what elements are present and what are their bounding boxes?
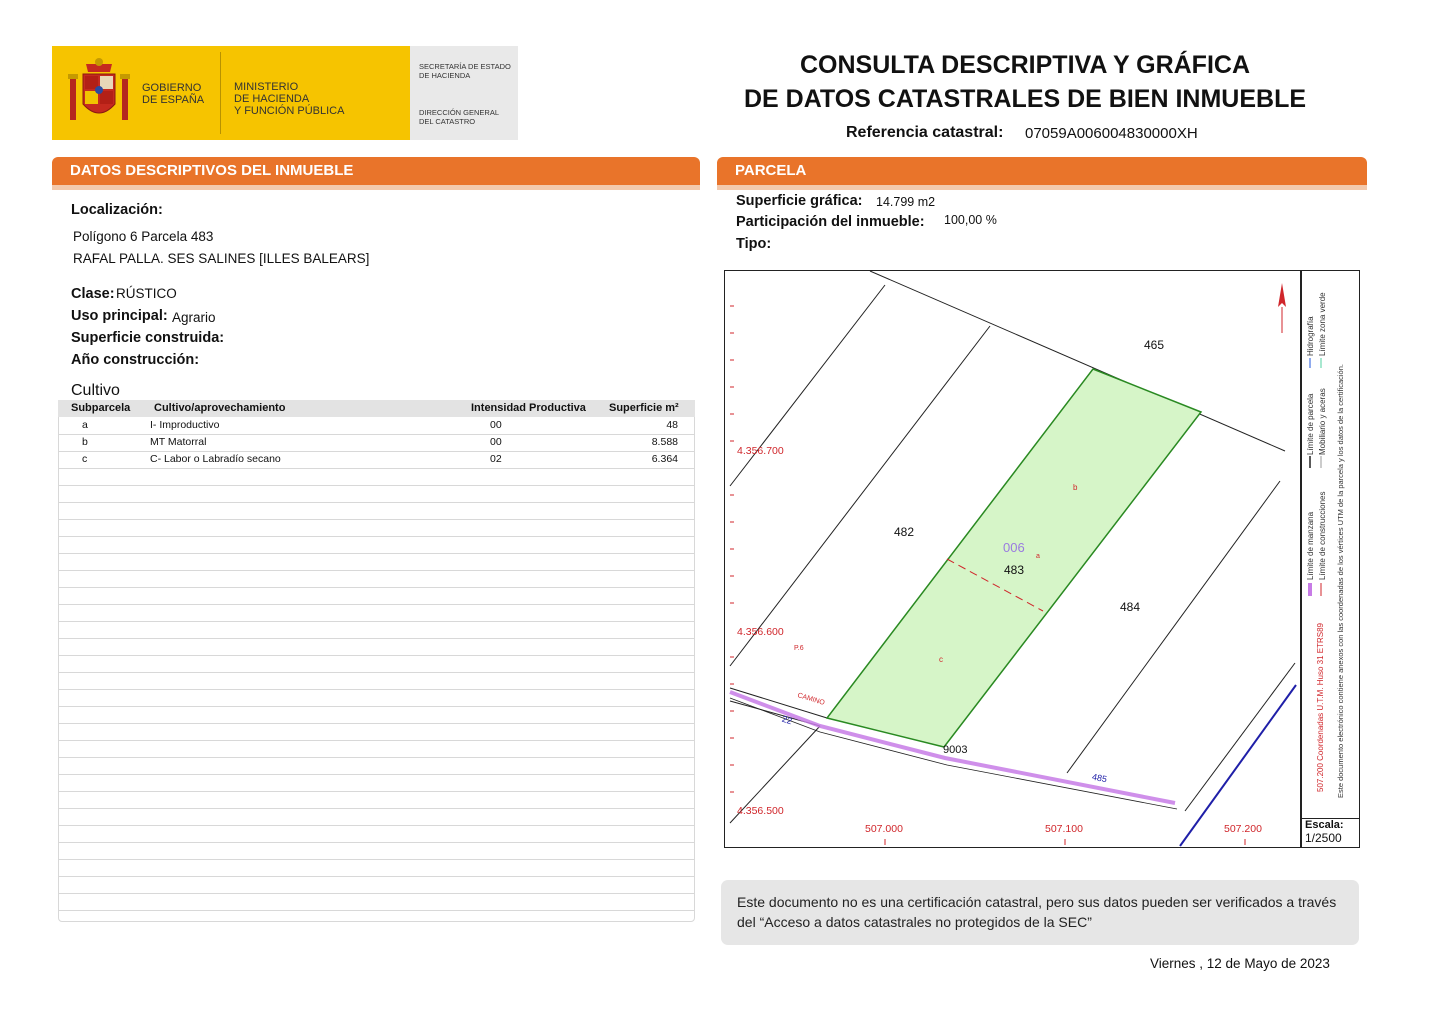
y-coord-1: 4.356.700 [737,445,784,457]
section-underline [717,185,1367,190]
legend-mobiliario: Mobiliario y aceras [1318,388,1327,455]
coat-of-arms-icon [66,56,132,128]
direccion-label: DIRECCIÓN GENERAL DEL CATASTRO [419,108,500,126]
cultivo-table-header [58,400,695,417]
section-datos-descriptivos: DATOS DESCRIPTIVOS DEL INMUEBLE [52,157,700,185]
col-intensidad: Intensidad Productiva [471,402,586,414]
x-coord-2: 507.100 [1045,823,1083,835]
cell-cultivo: I- Improductivo [150,419,220,431]
legend-limite-manzana: Límite de manzana [1306,511,1315,580]
table-row [58,451,695,468]
secretaria-label: SECRETARÍA DE ESTADO DE HACIENDA [419,62,511,80]
cell-subparcela: a [82,419,88,431]
cell-superficie: 8.588 [651,436,678,448]
col-superficie: Superficie m² [609,402,679,414]
table-row [58,417,695,434]
map-label-483: 483 [1004,563,1025,577]
map-legend-separator [1300,270,1302,848]
ref-catastral-label: Referencia catastral: [846,124,1004,141]
map-label-p6: P.6 [794,645,804,652]
scale-value: 1/2500 [1305,831,1342,845]
cultivo-table [58,400,695,922]
map-label-9003: 9003 [943,744,968,756]
cell-intensidad: 00 [490,419,502,431]
legend-zona-verde: Límite zona verde [1318,292,1327,356]
legend-disclaimer: Este documento electrónico contiene anexos con las coordenadas de los vértices UTM de la parcela y los datos de la certificación. [1336,364,1345,798]
cell-subparcela: b [82,436,88,448]
disclaimer-note: Este documento no es una certificación catastral, pero sus datos pueden ser verificados a través del “Acceso a datos catastrales no protegidos de la SEC” [721,880,1359,945]
cell-cultivo: MT Matorral [150,436,207,448]
logo-divider [220,52,221,134]
cultivo-title: Cultivo [71,382,120,399]
map-drawing [725,271,1300,847]
map-label-484: 484 [1120,600,1141,614]
map-label-22: 22 [780,713,794,727]
tipo-label: Tipo: [736,236,772,252]
participacion-label: Participación del inmueble: [736,214,925,230]
map-label-camino: CAMINO [796,692,826,707]
superficie-grafica-label: Superficie gráfica: [736,193,863,209]
x-coord-1: 507.000 [865,823,903,835]
map-label-482: 482 [894,525,915,539]
cell-intensidad: 00 [490,436,502,448]
ministerio-label: MINISTERIO DE HACIENDA Y FUNCIÓN PÚBLICA [234,81,345,117]
map-label-006: 006 [1003,540,1025,555]
gobierno-label: GOBIERNO DE ESPAÑA [142,82,205,106]
map-label-485: 485 [1091,771,1108,785]
page-title: CONSULTA DESCRIPTIVA Y GRÁFICA DE DATOS CATASTRALES DE BIEN INMUEBLE [743,51,1307,113]
superficie-grafica-value: 14.799 m2 [876,195,936,209]
ref-catastral-value: 07059A006004830000XH [1025,125,1198,142]
section-parcela: PARCELA [717,157,1367,185]
col-cultivo: Cultivo/aprovechamiento [154,402,286,414]
map-label-465: 465 [1144,338,1165,352]
clase-value: RÚSTICO [116,286,177,301]
x-coord-3: 507.200 [1224,823,1262,835]
cell-subparcela: c [82,453,88,465]
y-coord-2: 4.356.600 [737,626,784,638]
map-label-c: c [939,655,943,664]
map-label-a: a [1036,553,1040,560]
address-line-1: Polígono 6 Parcela 483 [73,229,214,244]
table-row [58,434,695,451]
col-subparcela: Subparcela [71,402,131,414]
address-line-2: RAFAL PALLA. SES SALINES [ILLES BALEARS] [73,251,370,266]
legend-hidrografia: Hidrografía [1306,316,1315,356]
y-coord-3: 4.356.500 [737,805,784,817]
superficie-construida-label: Superficie construida: [71,330,225,346]
legend-limite-construcciones: Límite de construcciones [1318,491,1327,580]
section-underline [52,185,700,190]
legend-limite-parcela: Límite de parcela [1306,393,1315,455]
cell-cultivo: C- Labor o Labradío secano [150,453,281,465]
localizacion-label: Localización: [71,202,163,218]
map-label-b: b [1073,483,1078,492]
participacion-value: 100,00 % [944,213,997,227]
clase-label: Clase: [71,286,115,302]
scale-label: Escala: [1305,819,1344,831]
document-date: Viernes , 12 de Mayo de 2023 [1150,956,1330,971]
cell-intensidad: 02 [490,453,502,465]
cell-superficie: 48 [666,419,678,431]
anio-construccion-label: Año construcción: [71,352,200,368]
legend-swatches [1304,358,1324,600]
legend-coords-note: 507.200 Coordenadas U.T.M. Huso 31 ETRS89 [1316,623,1325,792]
uso-label: Uso principal: [71,308,168,324]
uso-value: Agrario [172,310,216,325]
cell-superficie: 6.364 [651,453,678,465]
